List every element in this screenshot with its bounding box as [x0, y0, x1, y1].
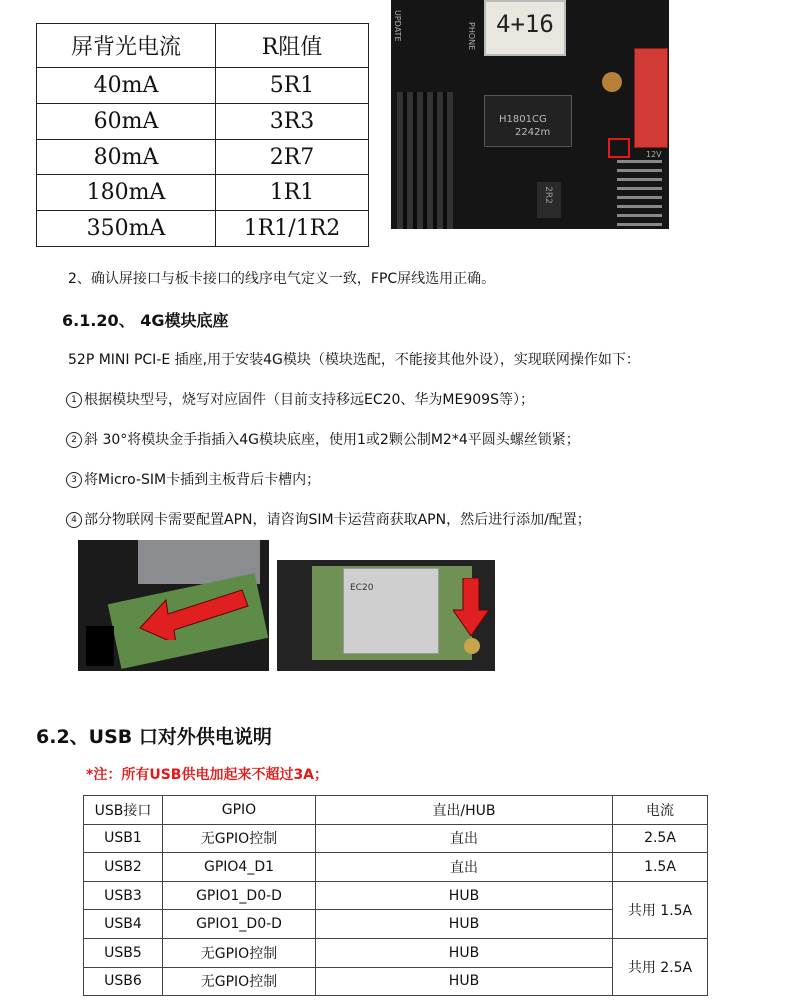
table-row: [84, 938, 708, 967]
step-number-circle: 4: [66, 512, 82, 528]
table-cell: GPIO1_D0-D: [163, 910, 316, 939]
note-item-2: 2、确认屏接口与板卡接口的线序电气定义一致，FPC屏线选用正确。: [68, 271, 496, 287]
table-header-cell: 屏背光电流: [37, 24, 216, 68]
section-intro: 52P MINI PCI-E 插座,用于安装4G模块（模块选配，不能接其他外设），实现联网操作如下：: [68, 352, 640, 368]
table-cell: 1.5A: [613, 853, 708, 882]
usb-power-note: *注：所有USB供电加起来不超过3A；: [86, 767, 329, 783]
table-row: [37, 103, 369, 139]
capacitor: [602, 72, 622, 92]
table-row: [84, 824, 708, 853]
list-item: [66, 389, 534, 409]
step-text: 根据模块型号，烧写对应固件（目前支持移远EC20、华为ME909S等）；: [84, 392, 534, 408]
table-cell: 3R3: [216, 103, 369, 139]
board-photo: [391, 0, 669, 229]
table-header-cell: GPIO: [163, 796, 316, 825]
table-cell: 350mA: [37, 211, 216, 247]
step-text: 部分物联网卡需要配置APN，请咨询SIM卡运营商获取APN，然后进行添加/配置；: [84, 512, 591, 528]
step-number-circle: 2: [66, 432, 82, 448]
table-header-cell: R阻值: [216, 24, 369, 68]
red-connector: [634, 48, 668, 148]
sd-card-label: 4+16: [496, 10, 554, 38]
table-cell: USB1: [84, 824, 163, 853]
table-cell: 180mA: [37, 175, 216, 211]
table-cell: USB5: [84, 938, 163, 967]
list-item: [66, 469, 320, 489]
screw: [464, 638, 480, 654]
table-cell: USB2: [84, 853, 163, 882]
chip-label: H1801CG: [499, 114, 547, 125]
step-number-circle: 1: [66, 392, 82, 408]
section-heading-6-2: 6.2、USB 口对外供电说明: [36, 726, 272, 748]
chip-label: 2242m: [515, 127, 551, 138]
board-silk-label: UPDATE: [393, 10, 402, 42]
table-cell: GPIO1_D0-D: [163, 881, 316, 910]
heatsink: [397, 92, 453, 229]
table-header-row: [37, 24, 369, 68]
table-cell: 80mA: [37, 139, 216, 175]
table-cell: 2R7: [216, 139, 369, 175]
table-header-cell: USB接口: [84, 796, 163, 825]
chip-label: EC20: [350, 583, 374, 593]
pin-header: [617, 160, 662, 226]
board-silk-label: PHONE: [467, 22, 476, 51]
table-row: [84, 853, 708, 882]
step-number-circle: 3: [66, 472, 82, 488]
backlight-resistor-table: [36, 23, 369, 247]
list-item: [66, 509, 591, 529]
table-cell: 直出: [316, 824, 613, 853]
table-cell-merged: 共用 2.5A: [613, 938, 708, 995]
table-cell: 40mA: [37, 68, 216, 104]
table-cell: 2.5A: [613, 824, 708, 853]
table-row: [37, 68, 369, 104]
table-cell: 1R1/1R2: [216, 211, 369, 247]
section-heading-6-1-20: 6.1.20、 4G模块底座: [62, 311, 229, 330]
down-arrow-icon: [453, 578, 489, 636]
table-cell: 1R1: [216, 175, 369, 211]
step-text: 将Micro-SIM卡插到主板背后卡槽内；: [84, 472, 321, 488]
ec20-chip: [343, 568, 439, 654]
resistor: [537, 182, 561, 218]
resistor-label: 2R2: [542, 186, 553, 204]
usb-power-table: [83, 795, 708, 996]
module-insert-photo: [78, 540, 269, 671]
table-row: [37, 139, 369, 175]
table-cell: 无GPIO控制: [163, 967, 316, 996]
table-cell: 5R1: [216, 68, 369, 104]
table-header-cell: 电流: [613, 796, 708, 825]
table-header-cell: 直出/HUB: [316, 796, 613, 825]
chip: [484, 95, 572, 147]
table-cell: 直出: [316, 853, 613, 882]
socket: [86, 626, 114, 666]
table-cell: GPIO4_D1: [163, 853, 316, 882]
table-row: [37, 211, 369, 247]
table-header-row: [84, 796, 708, 825]
table-cell: USB3: [84, 881, 163, 910]
step-text: 斜 30°将模块金手指插入4G模块底座，使用1或2颗公制M2*4平圆头螺丝锁紧；: [84, 432, 580, 448]
table-cell: 无GPIO控制: [163, 938, 316, 967]
table-cell: USB4: [84, 910, 163, 939]
table-cell: 无GPIO控制: [163, 824, 316, 853]
highlight-box: [608, 138, 630, 158]
module-screw-photo: [277, 560, 495, 671]
table-cell-merged: 共用 1.5A: [613, 881, 708, 938]
table-cell: HUB: [316, 910, 613, 939]
table-cell: HUB: [316, 967, 613, 996]
list-item: [66, 429, 580, 449]
table-row: [84, 881, 708, 910]
table-row: [37, 175, 369, 211]
insert-arrow-icon: [130, 570, 250, 640]
table-cell: HUB: [316, 938, 613, 967]
sd-card: [484, 0, 566, 56]
table-cell: USB6: [84, 967, 163, 996]
table-cell: 60mA: [37, 103, 216, 139]
table-cell: HUB: [316, 881, 613, 910]
board-silk-label: 12V: [646, 150, 662, 159]
